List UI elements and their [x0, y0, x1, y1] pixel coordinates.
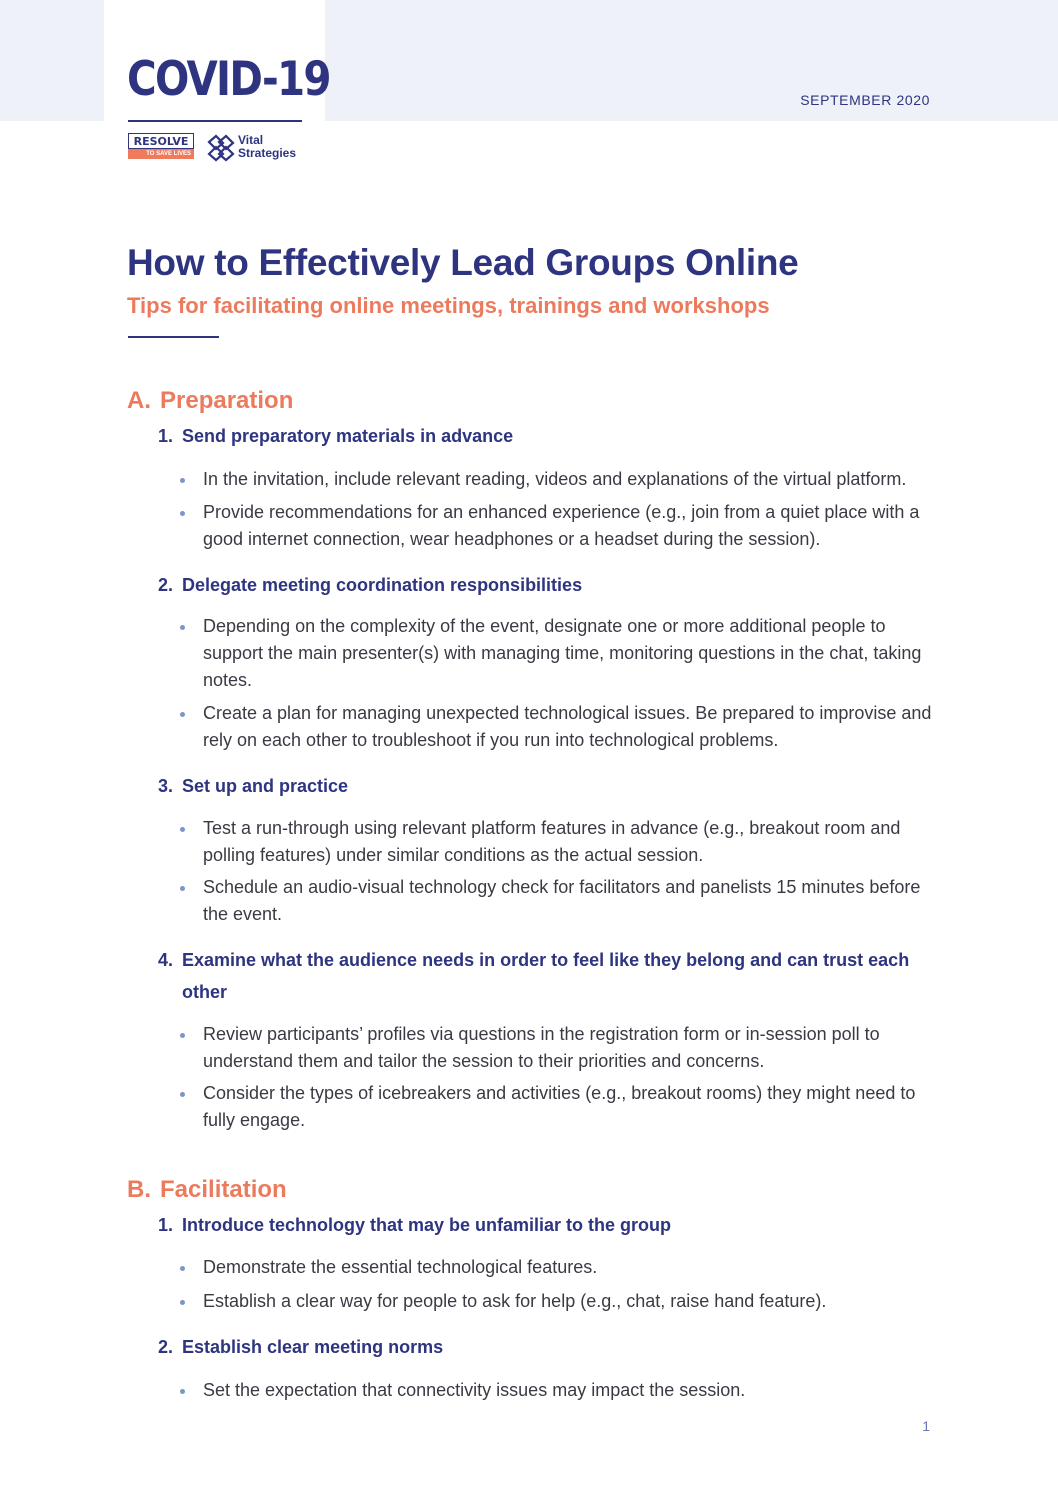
page-subtitle: Tips for facilitating online meetings, trainings and workshops [127, 293, 770, 318]
bullet-text: Test a run-through using relevant platform features in advance (e.g., breakout room and polling features) under similar conditions as the actual session. [203, 818, 901, 865]
item-heading [158, 420, 938, 452]
bullet-icon [180, 827, 185, 832]
item-title: Examine what the audience needs in order to feel like they belong and can trust each other [182, 950, 910, 1002]
list-item [180, 466, 940, 493]
bullet-text: Create a plan for managing unexpected technological issues. Be prepared to improvise and rely on each other to troubleshoot if you run into technological problems. [203, 703, 932, 750]
item-heading [158, 1209, 938, 1241]
bullet-icon [180, 478, 185, 483]
resolve-logo [128, 133, 194, 161]
bullet-text: Provide recommendations for an enhanced experience (e.g., join from a quiet place with a good internet connection, wear headphones or a headset during the session). [203, 502, 920, 549]
item-heading [158, 770, 938, 802]
bullet-text: Consider the types of icebreakers and activities (e.g., breakout rooms) they might need to fully engage. [203, 1083, 916, 1130]
title-divider [128, 336, 219, 338]
item-title: Establish clear meeting norms [182, 1337, 444, 1357]
section-letter: B. [127, 1176, 151, 1203]
section-heading-preparation [127, 387, 293, 415]
item-number: 3. [158, 776, 174, 796]
covid-title: COVID-19 [127, 52, 330, 107]
list-item [180, 1080, 940, 1134]
covid-title-rule [128, 120, 302, 122]
item-title: Set up and practice [182, 776, 349, 796]
bullet-text: Review participants’ profiles via questions in the registration form or in-session poll to understand them and tailor the session to their priorities and concerns. [203, 1024, 880, 1071]
bullet-icon [180, 886, 185, 891]
item-heading [158, 1331, 938, 1363]
vital-strategies-icon [206, 134, 236, 162]
publication-date: SEPTEMBER 2020 [800, 92, 930, 108]
vital-logo-line2: Strategies [238, 146, 297, 160]
bullet-text: In the invitation, include relevant reading, videos and explanations of the virtual platform. [203, 469, 907, 489]
bullet-text: Depending on the complexity of the event, designate one or more additional people to support the main presenter(s) with managing time, monitoring questions in the chat, taking notes. [203, 616, 922, 690]
item-heading [158, 944, 938, 1008]
item-title: Send preparatory materials in advance [182, 426, 514, 446]
vital-strategies-logo [238, 134, 296, 160]
section-title: Preparation [160, 387, 294, 414]
page-title: How to Effectively Lead Groups Online [127, 242, 799, 283]
list-item [180, 499, 940, 553]
item-heading [158, 569, 938, 601]
bullet-icon [180, 1033, 185, 1038]
list-item [180, 1021, 940, 1075]
item-number: 4. [158, 950, 174, 970]
vital-logo-line1: Vital [238, 133, 264, 147]
bullet-icon [180, 1266, 185, 1271]
list-item [180, 1254, 940, 1281]
list-item [180, 700, 940, 754]
section-title: Facilitation [160, 1176, 287, 1203]
bullet-icon [180, 1300, 185, 1305]
list-item [180, 1377, 940, 1404]
item-number: 2. [158, 1337, 174, 1357]
list-item [180, 815, 940, 869]
bullet-text: Schedule an audio-visual technology check for facilitators and panelists 15 minutes before the event. [203, 877, 921, 924]
bullet-icon [180, 1389, 185, 1394]
section-letter: A. [127, 387, 151, 414]
list-item [180, 874, 940, 928]
item-title: Introduce technology that may be unfamiliar to the group [182, 1215, 672, 1235]
bullet-text: Set the expectation that connectivity issues may impact the session. [203, 1380, 746, 1400]
bullet-icon [180, 1092, 185, 1097]
item-number: 1. [158, 426, 174, 446]
section-heading-facilitation [127, 1176, 287, 1204]
item-number: 2. [158, 575, 174, 595]
bullet-icon [180, 712, 185, 717]
bullet-icon [180, 625, 185, 630]
bullet-icon [180, 511, 185, 516]
page-number: 1 [922, 1418, 930, 1434]
list-item [180, 613, 940, 694]
resolve-logo-tagline: TO SAVE LIVES [128, 149, 194, 159]
bullet-text: Demonstrate the essential technological features. [203, 1257, 598, 1277]
resolve-logo-text: RESOLVE [128, 133, 194, 149]
item-title: Delegate meeting coordination responsibilities [182, 575, 583, 595]
list-item [180, 1288, 940, 1315]
bullet-text: Establish a clear way for people to ask for help (e.g., chat, raise hand feature). [203, 1291, 827, 1311]
item-number: 1. [158, 1215, 174, 1235]
